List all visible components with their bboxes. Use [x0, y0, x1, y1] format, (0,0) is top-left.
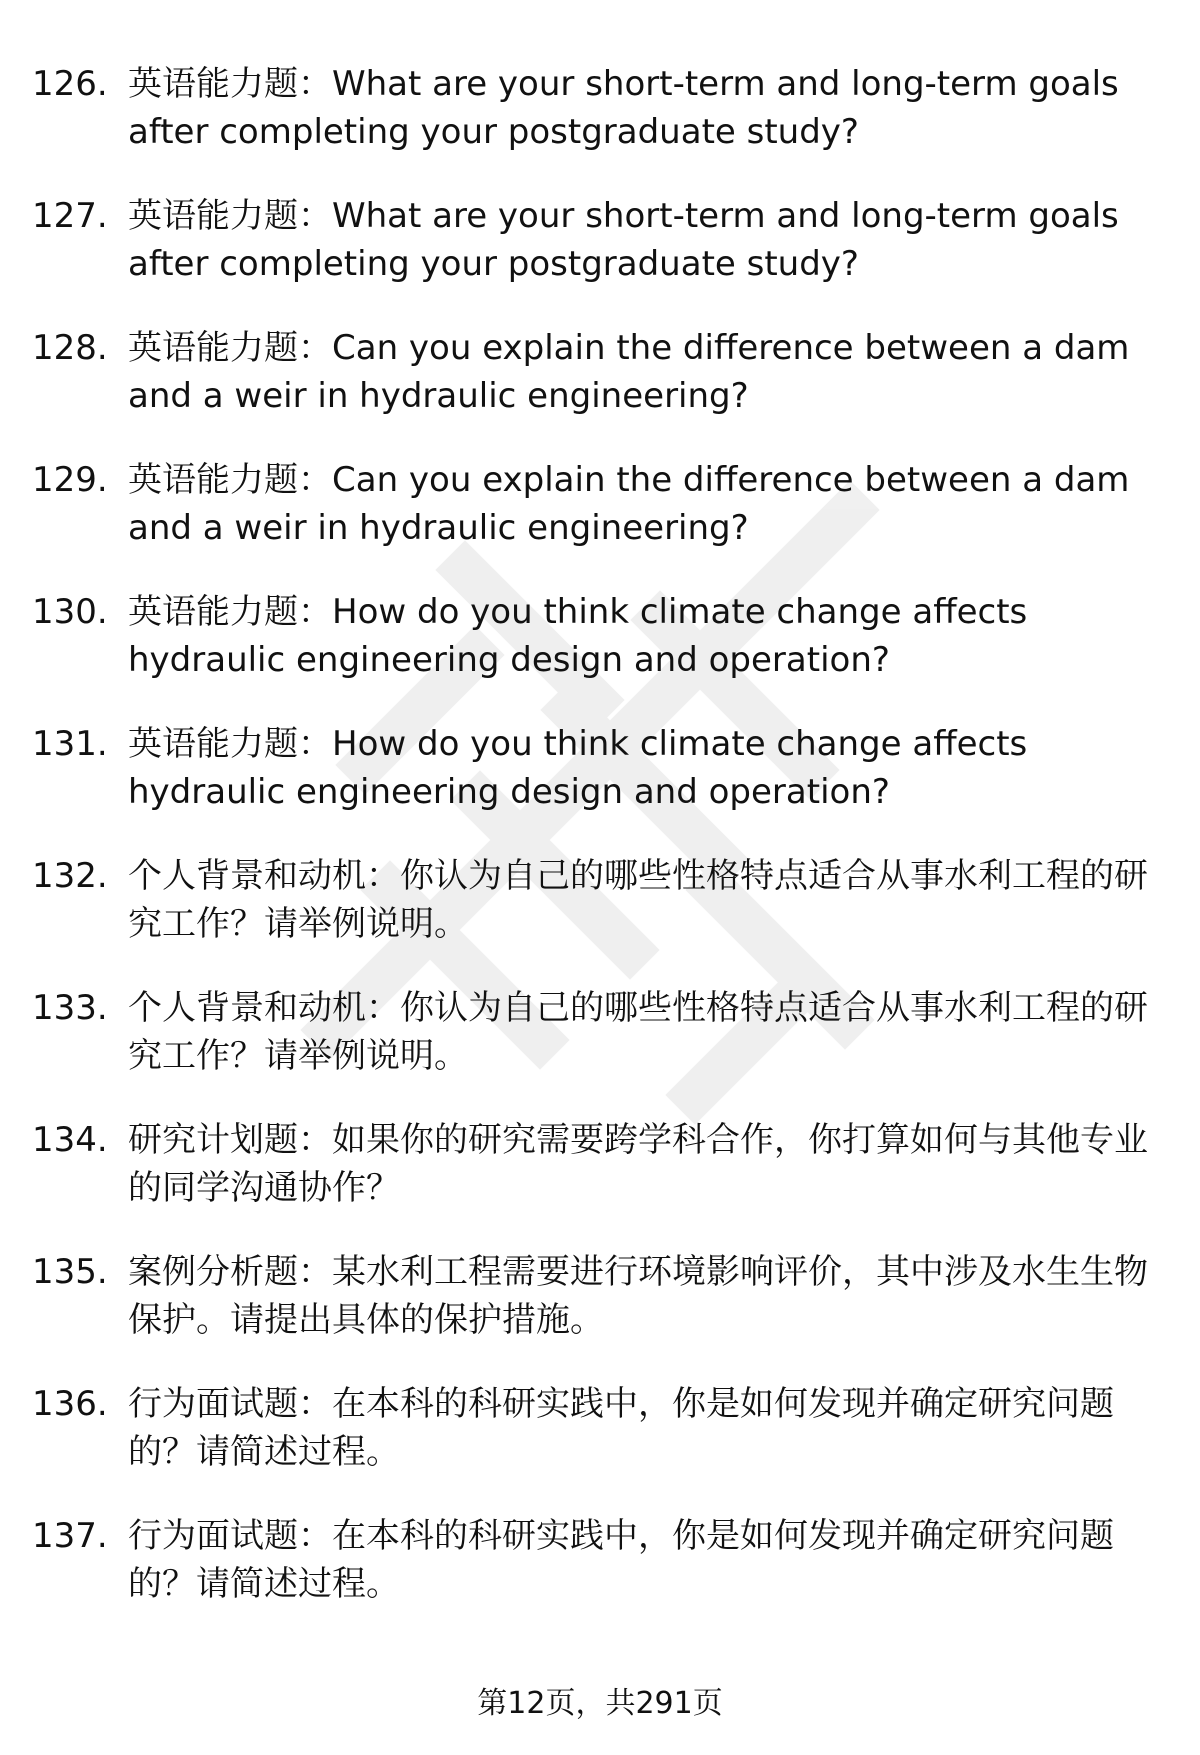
question-item — [32, 192, 1172, 324]
question-number: 132. — [32, 856, 108, 896]
question-number: 129. — [32, 460, 108, 500]
question-item — [32, 984, 1172, 1116]
question-item — [32, 324, 1172, 456]
question-list — [32, 60, 1172, 1644]
question-text: 个人背景和动机：你认为自己的哪些性格特点适合从事水利工程的研究工作？请举例说明。 — [128, 988, 1148, 1076]
question-number: 127. — [32, 196, 108, 236]
question-text: 行为面试题：在本科的科研实践中，你是如何发现并确定研究问题的？请简述过程。 — [128, 1516, 1114, 1604]
question-number: 128. — [32, 328, 108, 368]
question-number: 137. — [32, 1516, 108, 1556]
question-text: 案例分析题：某水利工程需要进行环境影响评价，其中涉及水生生物保护。请提出具体的保护措施。 — [128, 1252, 1148, 1340]
question-text: 英语能力题：Can you explain the difference between a dam and a weir in hydraulic engineering? — [128, 328, 1130, 416]
question-item — [32, 588, 1172, 720]
question-number: 133. — [32, 988, 108, 1028]
question-item — [32, 1512, 1172, 1644]
page-footer: 第12页，共291页 — [477, 1686, 723, 1721]
question-item — [32, 1116, 1172, 1248]
question-item — [32, 720, 1172, 852]
question-text: 行为面试题：在本科的科研实践中，你是如何发现并确定研究问题的？请简述过程。 — [128, 1384, 1114, 1472]
question-text: 英语能力题：How do you think climate change affects hydraulic engineering design and operation? — [128, 592, 1028, 680]
question-number: 135. — [32, 1252, 108, 1292]
question-number: 131. — [32, 724, 108, 764]
question-text: 个人背景和动机：你认为自己的哪些性格特点适合从事水利工程的研究工作？请举例说明。 — [128, 856, 1148, 944]
question-number: 136. — [32, 1384, 108, 1424]
question-item — [32, 1248, 1172, 1380]
question-number: 130. — [32, 592, 108, 632]
question-text: 英语能力题：What are your short-term and long-term goals after completing your postgraduate study? — [128, 64, 1119, 152]
question-item — [32, 1380, 1172, 1512]
question-text: 英语能力题：Can you explain the difference between a dam and a weir in hydraulic engineering? — [128, 460, 1130, 548]
question-text: 英语能力题：What are your short-term and long-term goals after completing your postgraduate study? — [128, 196, 1119, 284]
question-text: 研究计划题：如果你的研究需要跨学科合作，你打算如何与其他专业的同学沟通协作？ — [128, 1120, 1148, 1208]
question-item — [32, 456, 1172, 588]
question-text: 英语能力题：How do you think climate change affects hydraulic engineering design and operation? — [128, 724, 1028, 812]
question-number: 134. — [32, 1120, 108, 1160]
question-item — [32, 60, 1172, 192]
question-number: 126. — [32, 64, 108, 104]
question-item — [32, 852, 1172, 984]
